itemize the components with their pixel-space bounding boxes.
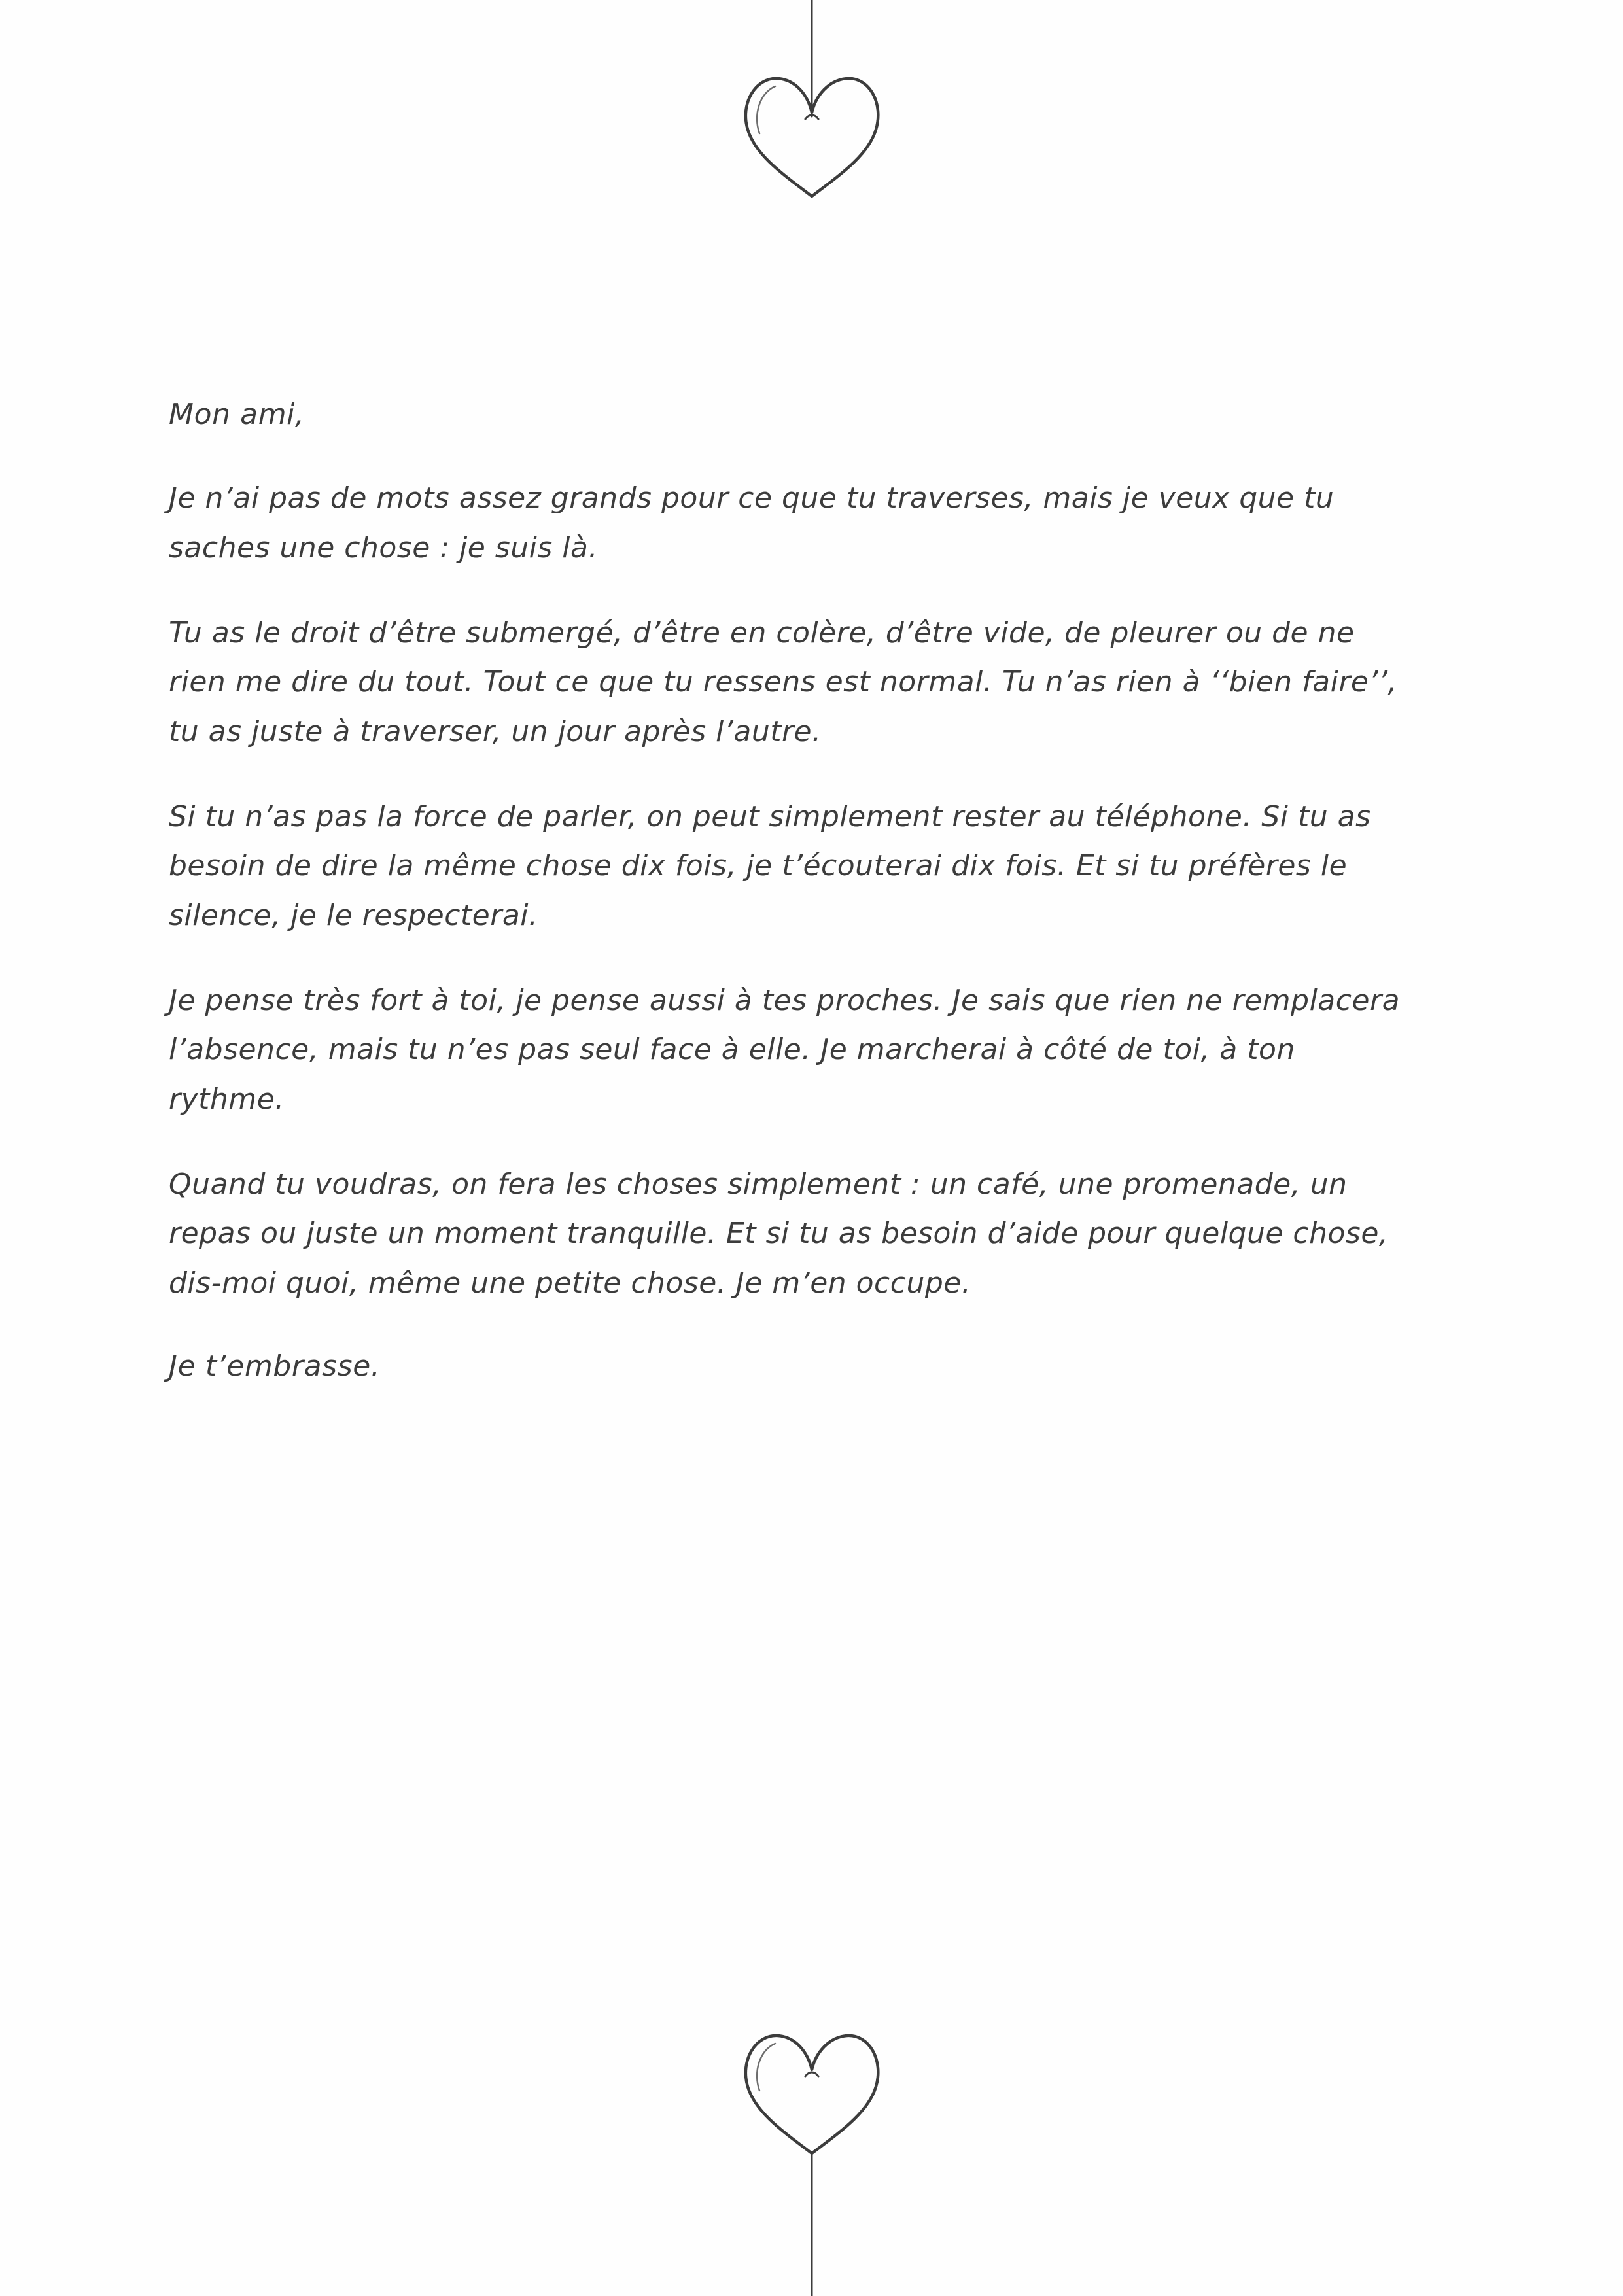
letter-paragraph-4: Je pense très fort à toi, je pense aussi à tes proches. Je sais que rien ne remplacera l’absence, mais tu n’es pas seul face à elle. Je marcherai à côté de toi, à ton rythme. xyxy=(169,983,1401,1116)
letter-paragraph-5: Quand tu voudras, on fera les choses simplement : un café, une promenade, un repas ou juste un moment tranquille. Et si tu as besoin d’aide pour quelque chose, dis-moi quoi, même une petite chose. Je m’en occupe. xyxy=(169,1167,1389,1300)
top-heart-ornament xyxy=(707,0,916,262)
letter-closing: Je t’embrasse. xyxy=(169,1349,381,1383)
letter-paragraph-3: Si tu n’as pas la force de parler, on peut simplement rester au téléphone. Si tu as besoin de dire la même chose dix fois, je t’écouterai dix fois. Et si tu préfères le silence, je le respecterai. xyxy=(169,799,1371,932)
letter-paragraph-1: Je n’ai pas de mots assez grands pour ce que tu traverses, mais je veux que tu saches une chose : je suis là. xyxy=(169,481,1335,565)
letter-paragraph-2: Tu as le droit d’être submergé, d’être en colère, d’être vide, de pleurer ou de ne rien me dire du tout. Tout ce que tu ressens est normal. Tu n’as rien à ‘‘bien faire’’, tu as juste à traverser, un jour après l’autre. xyxy=(169,616,1397,748)
letter-salutation: Mon ami, xyxy=(169,398,305,431)
heart-icon xyxy=(707,2034,916,2296)
heart-icon xyxy=(707,0,916,262)
letter-body xyxy=(169,392,1431,1389)
bottom-heart-ornament xyxy=(707,2034,916,2296)
